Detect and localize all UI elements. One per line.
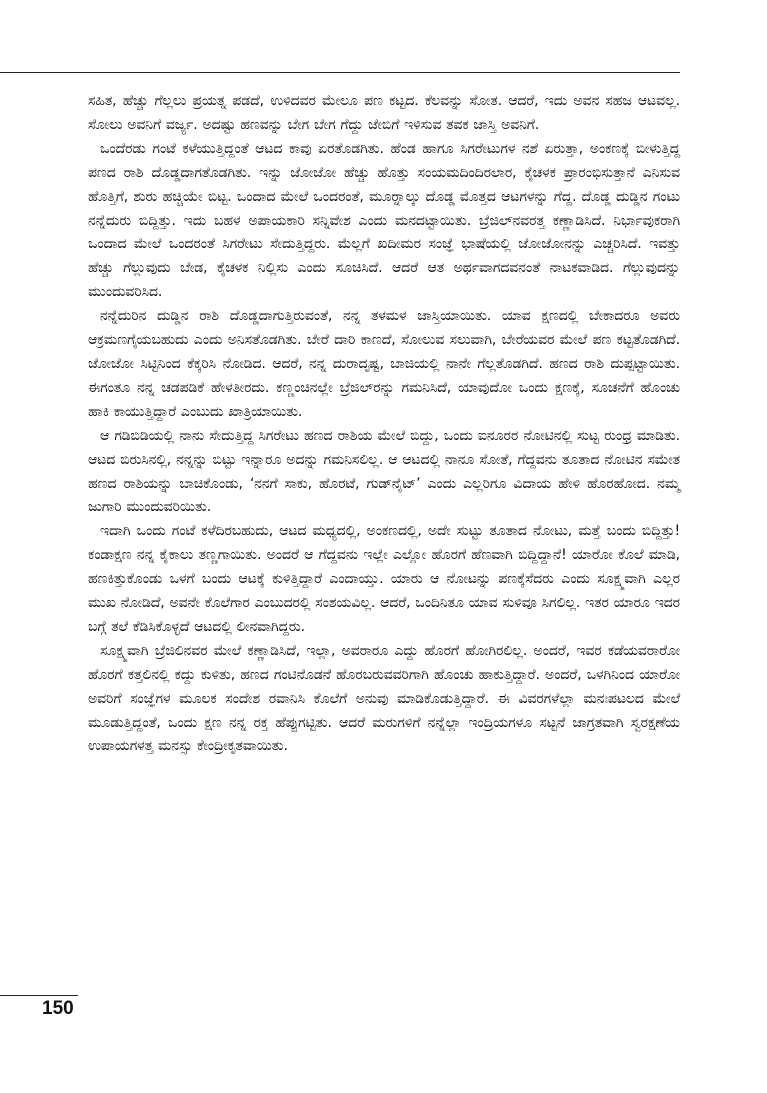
paragraph: ಒಂದೆರಡು ಗಂಟೆ ಕಳೆಯುತ್ತಿದ್ದಂತೆ ಆಟದ ಕಾವು ಏರತೊಡಗಿತು. ಹೆಂಡ ಹಾಗೂ ಸಿಗರೇಟುಗಳ ನಶೆ ಏರುತ್ತಾ, ಅಂಕಣಕ್ಕೆ ಬೀಳುತ್ತಿದ್ದ ಪಣದ ರಾಶಿ ದೊಡ್ಡದಾಗತೊಡಗಿತು. ಇನ್ನು ಜೋಜೋ ಹೆಚ್ಚು ಹೊತ್ತು ಸಂಯಮದಿಂದಿರಲಾರ, ಕೈಚಳಕ ಪ್ರಾರಂಭಿಸುತ್ತಾನೆ ಎನಿಸುವ ಹೊತ್ತಿಗೆ, ಶುರು ಹಚ್ಚಿಯೇ ಬಿಟ್ಟ. ಒಂದಾದ ಮೇಲೆ ಒಂದರಂತೆ, ಮೂರ್‍ನಾಲ್ಕು ದೊಡ್ಡ ಮೊತ್ತದ ಆಟಗಳನ್ನು ಗೆದ್ದ. ದೊಡ್ಡ ದುಡ್ಡಿನ ಗಂಟು ನನ್ನೆದುರು ಬಿದ್ದಿತ್ತು. ಇದು ಬಹಳ ಅಪಾಯಕಾರಿ ಸನ್ನಿವೇಶ ಎಂದು ಮನದಟ್ಟಾಯಿತು. ಬ್ರೆಜಿಲ್‌ನವರತ್ತ ಕಣ್ಣಾಡಿಸಿದೆ. ನಿರ್ಭಾವುಕರಾಗಿ ಒಂದಾದ ಮೇಲೆ ಒಂದರಂತೆ ಸಿಗರೇಟು ಸೇದುತ್ತಿದ್ದರು. ಮೆಲ್ಲಗೆ ಖದೀಮರ ಸಂಜ್ಞೆ ಭಾಷೆಯಲ್ಲಿ ಜೋಜೋನನ್ನು ಎಚ್ಚರಿಸಿದೆ. ಇವತ್ತು ಹೆಚ್ಚು ಗೆಲ್ಲುವುದು ಬೇಡ, ಕೈಚಳಕ ನಿಲ್ಲಿಸು ಎಂದು ಸೂಚಿಸಿದೆ. ಆದರೆ ಆತ ಅರ್ಥವಾಗದವನಂತೆ ನಾಟಕವಾಡಿದ. ಗೆಲ್ಲುವುದನ್ನು ಮುಂದುವರಿಸಿದ. bbox=[88, 140, 680, 301]
paragraph: ಇದಾಗಿ ಒಂದು ಗಂಟೆ ಕಳೆದಿರಬಹುದು, ಆಟದ ಮಧ್ಯದಲ್ಲಿ, ಅಂಕಣದಲ್ಲಿ, ಅದೇ ಸುಟ್ಟು ತೂತಾದ ನೋಟು, ಮತ್ತೆ ಬಂದು ಬಿದ್ದಿತ್ತು! ಕಂಡಾಕ್ಷಣ ನನ್ನ ಕೈಕಾಲು ತಣ್ಣಗಾಯಿತು. ಅಂದರೆ ಆ ಗೆದ್ದವನು ಇಲ್ಲೇ ಎಲ್ಲೋ ಹೊರಗೆ ಹೆಣವಾಗಿ ಬಿದ್ದಿದ್ದಾನೆ! ಯಾರೋ ಕೊಲೆ ಮಾಡಿ, ಹಣಕಿತ್ತುಕೊಂಡು ಒಳಗೆ ಬಂದು ಆಟಕ್ಕೆ ಕುಳಿತ್ತಿದ್ದಾರೆ ಎಂದಾಯ್ತು. ಯಾರು ಆ ನೋಟನ್ನು ಪಣಕ್ಕೆಸೆದರು ಎಂದು ಸೂಕ್ಷ್ಮವಾಗಿ ಎಲ್ಲರ ಮುಖ ನೋಡಿದೆ, ಅವನೇ ಕೊಲೆಗಾರ ಎಂಬುದರಲ್ಲಿ ಸಂಶಯವಿಲ್ಲ. ಆದರೆ, ಒಂದಿನಿತೂ ಯಾವ ಸುಳಿವೂ ಸಿಗಲಿಲ್ಲ. ಇತರ ಯಾರೂ ಇದರ ಬಗ್ಗೆ ತಲೆ ಕೆಡಿಸಿಕೊಳ್ಳದೆ ಆಟದಲ್ಲಿ ಲೀನವಾಗಿದ್ದರು. bbox=[88, 523, 680, 635]
paragraph: ಸಹಿತ, ಹೆಚ್ಚು ಗೆಲ್ಲಲು ಪ್ರಯತ್ನ ಪಡದೆ, ಉಳಿದವರ ಮೇಲೂ ಪಣ ಕಟ್ಟದ. ಕೆಲವನ್ನು ಸೋತ. ಆದರೆ, ಇದು ಅವನ ಸಹಜ ಆಟವಲ್ಲ. ಸೋಲು ಅವನಿಗೆ ವರ್ಜ್ಯ. ಅದಷ್ಟು ಹಣವನ್ನು ಬೇಗ ಬೇಗ ಗೆದ್ದು ಜೇಬಿಗೆ ಇಳಿಸುವ ತವಕ ಜಾಸ್ತಿ ಅವನಿಗೆ. bbox=[88, 93, 680, 133]
paragraph: ಆ ಗಡಿಬಿಡಿಯಲ್ಲಿ ನಾನು ಸೇದುತ್ತಿದ್ದ ಸಿಗರೇಟು ಹಣದ ರಾಶಿಯ ಮೇಲೆ ಬಿದ್ದು, ಒಂದು ಐನೂರರ ನೋಟಿನಲ್ಲಿ ಸುಟ್ಟ ರುಂಧ್ರ ಮಾಡಿತು. ಆಟದ ಬಿರುಸಿನಲ್ಲಿ, ನನ್ನನ್ನು ಬಿಟ್ಟು ಇನ್ನಾರೂ ಅದನ್ನು ಗಮನಿಸಲಿಲ್ಲ. ಆ ಆಟದಲ್ಲಿ ನಾನೂ ಸೋತೆ, ಗೆದ್ದವನು ತೂತಾದ ನೋಟಿನ ಸಮೇತ ಹಣದ ರಾಶಿಯನ್ನು ಬಾಚಿಕೊಂಡು, ‘ನನಗೆ ಸಾಕು, ಹೊರಟೆ, ಗುಡ್‌ನೈಟ್’ ಎಂದು ಎಲ್ಲರಿಗೂ ವಿದಾಯ ಹೇಳಿ ಹೊರಹೋದ. ನಮ್ಮ ಜುಗಾರಿ ಮುಂದುವರಿಯಿತು. bbox=[88, 427, 680, 516]
paragraph: ಸೂಕ್ಷ್ಮವಾಗಿ ಬ್ರೆಜಿಲಿನವರ ಮೇಲೆ ಕಣ್ಣಾಡಿಸಿದೆ, ಇಲ್ಲಾ, ಅವರಾರೂ ಎದ್ದು ಹೊರಗೆ ಹೋಗಿರಲಿಲ್ಲ. ಅಂದರೆ, ಇವರ ಕಡೆಯವರಾರೋ ಹೊರಗೆ ಕತ್ತಲಿನಲ್ಲಿ ಕದ್ದು ಕುಳಿತು, ಹಣದ ಗಂಟಿನೊಡನೆ ಹೊರಬರುವವರಿಗಾಗಿ ಹೊಂಚು ಹಾಕುತ್ತಿದ್ದಾರೆ. ಅಂದರೆ, ಒಳಗಿನಿಂದ ಯಾರೋ ಅವರಿಗೆ ಸಂಜ್ಞೆಗಳ ಮೂಲಕ ಸಂದೇಶ ರವಾನಿಸಿ ಕೊಲೆಗೆ ಅನುವು ಮಾಡಿಕೊಡುತ್ತಿದ್ದಾರೆ. ಈ ವಿವರಗಳೆಲ್ಲಾ ಮನಃಪಟಲದ ಮೇಲೆ ಮೂಡುತ್ತಿದ್ದಂತೆ, ಒಂದು ಕ್ಷಣ ನನ್ನ ರಕ್ತ ಹೆಪ್ಪುಗಟ್ಟಿತು. ಆದರೆ ಮರುಗಳಿಗೆ ನನ್ನೆಲ್ಲಾ ಇಂದ್ರಿಯಗಳೂ ಸಟ್ಟನೆ ಜಾಗ್ರತವಾಗಿ ಸ್ವರಕ್ಷಣೆಯ ಉಪಾಯಗಳತ್ತ ಮನಸ್ಸು ಕೇಂದ್ರೀಕೃತವಾಯಿತು. bbox=[88, 642, 680, 755]
body-text bbox=[88, 90, 680, 759]
paragraph: ನನ್ನೆದುರಿನ ದುಡ್ಡಿನ ರಾಶಿ ದೊಡ್ಡದಾಗುತ್ತಿರುವಂತೆ, ನನ್ನ ತಳಮಳ ಜಾಸ್ತಿಯಾಯಿತು. ಯಾವ ಕ್ಷಣದಲ್ಲಿ ಬೇಕಾದರೂ ಅವರು ಆಕ್ರಮಣಗೈಯಬಹುದು ಎಂದು ಅನಿಸತೊಡಗಿತು. ಬೇರೆ ದಾರಿ ಕಾಣದೆ, ಸೋಲುವ ಸಲುವಾಗಿ, ಬೇರೆಯವರ ಮೇಲೆ ಪಣ ಕಟ್ಟತೊಡಗಿದೆ. ಜೋಜೋ ಸಿಟ್ಟಿನಿಂದ ಕೆಕ್ಕರಿಸಿ ನೋಡಿದ. ಆದರೆ, ನನ್ನ ದುರಾದೃಷ್ಟ, ಬಾಜಿಯಲ್ಲಿ ನಾನೇ ಗೆಲ್ಲತೊಡಗಿದೆ. ಹಣದ ರಾಶಿ ದುಪ್ಪಟ್ಟಾಯಿತು. ಈಗಂತೂ ನನ್ನ ಚಡಪಡಿಕೆ ಹೇಳತೀರದು. ಕಣ್ಣಂಚಿನಲ್ಲೇ ಬ್ರೆಜಿಲ್‌ರನ್ನು ಗಮನಿಸಿದೆ, ಯಾವುದೋ ಒಂದು ಕ್ಷಣಕ್ಕೆ, ಸೂಚನೆಗೆ ಹೊಂಚು ಹಾಕಿ ಕಾಯುತ್ತಿದ್ದಾರೆ ಎಂಬುದು ಖಾತ್ರಿಯಾಯಿತು. bbox=[88, 308, 680, 420]
page-number: 150 bbox=[42, 998, 74, 1019]
header-rule bbox=[0, 72, 680, 73]
footer-rule bbox=[0, 995, 78, 996]
